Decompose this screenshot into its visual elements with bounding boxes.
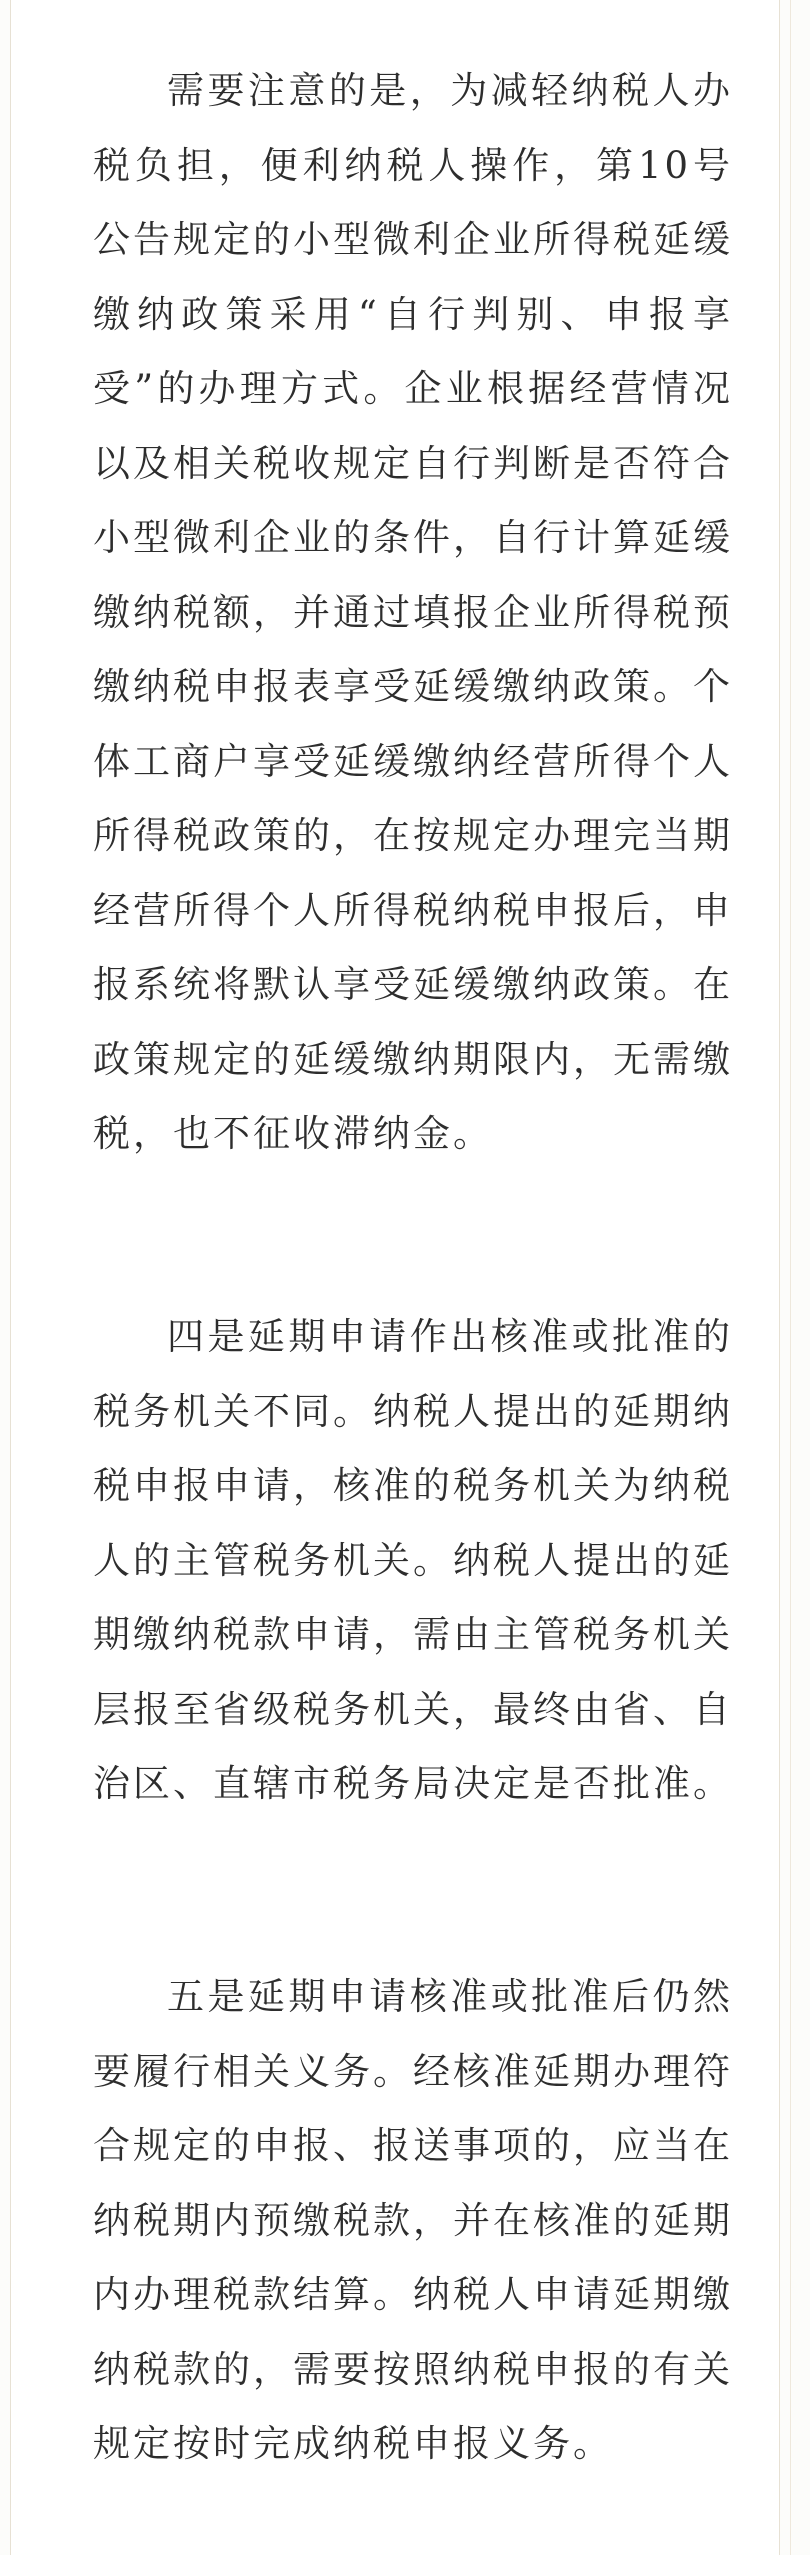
article-paragraph: 四是延期申请作出核准或批准的税务机关不同。纳税人提出的延期纳税申报申请，核准的税务机关为纳税人的主管税务机关。纳税人提出的延期缴纳税款申请，需由主管税务机关层报至省级税务机关，最终由省、自治区、直辖市税务局决定是否批准。 <box>93 1315 733 1805</box>
article-paragraph: 五是延期申请核准或批准后仍然要履行相关义务。经核准延期办理符合规定的申报、报送事项的，应当在纳税期内预缴税款，并在核准的延期内办理税款结算。纳税人申请延期缴纳税款的，需要按照纳税申报的有关规定按时完成纳税申报义务。 <box>93 1975 733 2465</box>
page-edge-line <box>790 0 791 2555</box>
article-paragraph: 需要注意的是，为减轻纳税人办税负担，便利纳税人操作，第10号公告规定的小型微利企业所得税延缓缴纳政策采用“自行判别、申报享受”的办理方式。企业根据经营情况以及相关税收规定自行判断是否符合小型微利企业的条件，自行计算延缓缴纳税额，并通过填报企业所得税预缴纳税申报表享受延缓缴纳政策。个体工商户享受延缓缴纳经营所得个人所得税政策的，在按规定办理完当期经营所得个人所得税纳税申报后，申报系统将默认享受延缓缴纳政策。在政策规定的延缓缴纳期限内，无需缴税，也不征收滞纳金。 <box>93 69 733 1155</box>
article-page <box>10 0 780 2555</box>
